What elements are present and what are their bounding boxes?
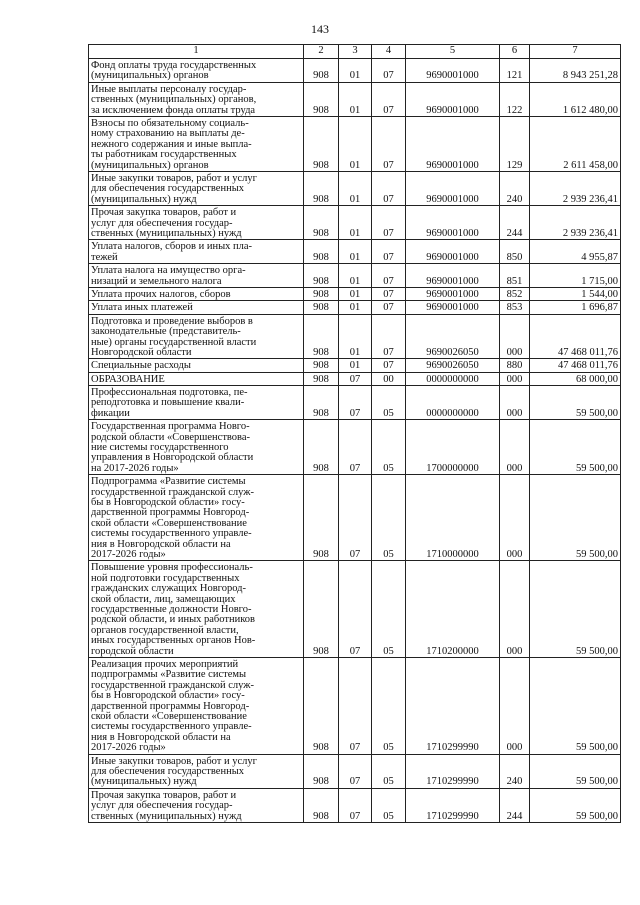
- table-row: [89, 206, 621, 240]
- row-subsection-code: 05: [372, 420, 406, 475]
- row-subsection-code: 07: [372, 171, 406, 205]
- row-amount: 47 468 011,76: [530, 314, 621, 359]
- row-amount: 1 715,00: [530, 264, 621, 288]
- page-number: 143: [311, 22, 329, 36]
- row-ministry-code: 908: [304, 59, 339, 83]
- row-ministry-code: 908: [304, 116, 339, 171]
- row-target-code: 9690001000: [406, 116, 500, 171]
- table-row: [89, 59, 621, 83]
- row-ministry-code: 908: [304, 372, 339, 385]
- row-section-code: 07: [339, 386, 372, 420]
- row-target-code: 1710200000: [406, 561, 500, 658]
- row-amount: 68 000,00: [530, 372, 621, 385]
- row-subsection-code: 05: [372, 658, 406, 755]
- row-target-code: 9690001000: [406, 82, 500, 116]
- row-ministry-code: 908: [304, 386, 339, 420]
- row-subsection-code: 07: [372, 264, 406, 288]
- row-subsection-code: 07: [372, 240, 406, 264]
- row-section-code: 07: [339, 420, 372, 475]
- row-amount: 47 468 011,76: [530, 359, 621, 372]
- row-name: ОБРАЗОВАНИЕ: [89, 372, 304, 385]
- row-ministry-code: 908: [304, 301, 339, 314]
- row-amount: 1 696,87: [530, 301, 621, 314]
- row-section-code: 01: [339, 116, 372, 171]
- row-ministry-code: 908: [304, 658, 339, 755]
- row-subsection-code: 07: [372, 314, 406, 359]
- row-expense-type: 000: [500, 561, 530, 658]
- row-expense-type: 240: [500, 171, 530, 205]
- table-row: [89, 301, 621, 314]
- row-name: Взносы по обязательному социаль- ному страхованию на выплаты де- нежного содержания и иные выпла- ты работникам государственных (муниципальных) органов: [89, 116, 304, 171]
- row-target-code: 1710299990: [406, 788, 500, 822]
- row-subsection-code: 05: [372, 475, 406, 561]
- row-section-code: 01: [339, 314, 372, 359]
- table-row: [89, 82, 621, 116]
- row-target-code: 9690001000: [406, 240, 500, 264]
- table-row: [89, 561, 621, 658]
- row-expense-type: 850: [500, 240, 530, 264]
- table-row: [89, 658, 621, 755]
- row-expense-type: 121: [500, 59, 530, 83]
- row-target-code: 1710299990: [406, 658, 500, 755]
- row-expense-type: 852: [500, 287, 530, 300]
- row-amount: 1 544,00: [530, 287, 621, 300]
- header-col-amount: 7: [530, 45, 621, 59]
- row-ministry-code: 908: [304, 475, 339, 561]
- row-name: Подготовка и проведение выборов в законодательные (представитель- ные) органы государственной власти Новгородской области: [89, 314, 304, 359]
- header-col-name: 1: [89, 45, 304, 59]
- row-subsection-code: 05: [372, 386, 406, 420]
- table-row: [89, 240, 621, 264]
- row-expense-type: 851: [500, 264, 530, 288]
- row-subsection-code: 05: [372, 561, 406, 658]
- row-ministry-code: 908: [304, 240, 339, 264]
- row-target-code: 9690001000: [406, 171, 500, 205]
- table-row: [89, 754, 621, 788]
- row-ministry-code: 908: [304, 287, 339, 300]
- row-expense-type: 853: [500, 301, 530, 314]
- header-col-target: 5: [406, 45, 500, 59]
- row-subsection-code: 07: [372, 59, 406, 83]
- row-target-code: 1710299990: [406, 754, 500, 788]
- row-ministry-code: 908: [304, 171, 339, 205]
- row-target-code: 9690026050: [406, 359, 500, 372]
- header-col-section: 3: [339, 45, 372, 59]
- row-amount: 4 955,87: [530, 240, 621, 264]
- row-name: Повышение уровня профессиональ- ной подготовки государственных гражданских служащих Новгород- ской области, лиц, замещающих государственные должности Новго- родской области, и иных работников органов государственной власти, иных государственных органов Нов- городской области: [89, 561, 304, 658]
- row-subsection-code: 07: [372, 287, 406, 300]
- table-row: [89, 116, 621, 171]
- row-ministry-code: 908: [304, 420, 339, 475]
- row-subsection-code: 05: [372, 788, 406, 822]
- row-subsection-code: 05: [372, 754, 406, 788]
- row-section-code: 01: [339, 82, 372, 116]
- row-ministry-code: 908: [304, 82, 339, 116]
- row-name: Прочая закупка товаров, работ и услуг для обеспечения государ- ственных (муниципальных) нужд: [89, 206, 304, 240]
- row-amount: 2 611 458,00: [530, 116, 621, 171]
- header-col-subsection: 4: [372, 45, 406, 59]
- row-name: Иные закупки товаров, работ и услуг для обеспечения государственных (муниципальных) нужд: [89, 171, 304, 205]
- row-amount: 59 500,00: [530, 420, 621, 475]
- row-name: Иные закупки товаров, работ и услуг для обеспечения государственных (муниципальных) нужд: [89, 754, 304, 788]
- row-amount: 2 939 236,41: [530, 206, 621, 240]
- row-section-code: 01: [339, 206, 372, 240]
- row-ministry-code: 908: [304, 788, 339, 822]
- row-section-code: 01: [339, 359, 372, 372]
- row-name: Уплата налогов, сборов и иных пла- тежей: [89, 240, 304, 264]
- row-target-code: 9690001000: [406, 287, 500, 300]
- table-row: [89, 171, 621, 205]
- row-section-code: 07: [339, 475, 372, 561]
- row-name: Уплата прочих налогов, сборов: [89, 287, 304, 300]
- table-header: [89, 45, 621, 59]
- row-subsection-code: 00: [372, 372, 406, 385]
- row-target-code: 9690001000: [406, 59, 500, 83]
- table-row: [89, 359, 621, 372]
- row-target-code: 1700000000: [406, 420, 500, 475]
- row-subsection-code: 07: [372, 301, 406, 314]
- row-subsection-code: 07: [372, 116, 406, 171]
- row-name: Фонд оплаты труда государственных (муниципальных) органов: [89, 59, 304, 83]
- row-target-code: 9690001000: [406, 206, 500, 240]
- row-section-code: 01: [339, 240, 372, 264]
- row-expense-type: 129: [500, 116, 530, 171]
- row-section-code: 01: [339, 171, 372, 205]
- row-target-code: 0000000000: [406, 386, 500, 420]
- table-row: [89, 788, 621, 822]
- row-expense-type: 122: [500, 82, 530, 116]
- row-ministry-code: 908: [304, 754, 339, 788]
- row-name: Прочая закупка товаров, работ и услуг для обеспечения государ- ственных (муниципальных) нужд: [89, 788, 304, 822]
- row-ministry-code: 908: [304, 314, 339, 359]
- row-name: Уплата налога на имущество орга- низаций и земельного налога: [89, 264, 304, 288]
- row-expense-type: 000: [500, 386, 530, 420]
- table-row: [89, 372, 621, 385]
- row-expense-type: 244: [500, 206, 530, 240]
- row-expense-type: 000: [500, 420, 530, 475]
- table-row: [89, 287, 621, 300]
- row-section-code: 07: [339, 658, 372, 755]
- header-row: [89, 45, 621, 59]
- row-target-code: 9690001000: [406, 301, 500, 314]
- table-body: [89, 59, 621, 823]
- row-amount: 59 500,00: [530, 475, 621, 561]
- row-name: Профессиональная подготовка, пе- реподготовка и повышение квали- фикации: [89, 386, 304, 420]
- row-section-code: 07: [339, 561, 372, 658]
- row-ministry-code: 908: [304, 206, 339, 240]
- row-name: Подпрограмма «Развитие системы государственной гражданской служ- бы в Новгородской области» госу- дарственной программы Новгород- ской области «Совершенствование системы государственного управле- ния в Новгородской области на 2017-2026 годы»: [89, 475, 304, 561]
- row-amount: 59 500,00: [530, 658, 621, 755]
- row-amount: 59 500,00: [530, 561, 621, 658]
- row-section-code: 07: [339, 372, 372, 385]
- row-name: Реализация прочих мероприятий подпрограммы «Развитие системы государственной гражданской служ- бы в Новгородской области» госу- дарственной программы Новгород- ской области «Совершенствование системы государственного управле- ния в Новгородской области на 2017-2026 годы»: [89, 658, 304, 755]
- table-row: [89, 314, 621, 359]
- row-amount: 1 612 480,00: [530, 82, 621, 116]
- row-amount: 8 943 251,28: [530, 59, 621, 83]
- row-expense-type: 000: [500, 314, 530, 359]
- row-section-code: 01: [339, 59, 372, 83]
- header-col-ministry: 2: [304, 45, 339, 59]
- row-target-code: 1710000000: [406, 475, 500, 561]
- row-expense-type: 880: [500, 359, 530, 372]
- row-expense-type: 000: [500, 475, 530, 561]
- row-ministry-code: 908: [304, 359, 339, 372]
- row-expense-type: 240: [500, 754, 530, 788]
- row-section-code: 01: [339, 264, 372, 288]
- budget-table: [88, 44, 621, 823]
- row-amount: 59 500,00: [530, 386, 621, 420]
- row-section-code: 07: [339, 754, 372, 788]
- row-ministry-code: 908: [304, 264, 339, 288]
- row-amount: 59 500,00: [530, 788, 621, 822]
- row-amount: 59 500,00: [530, 754, 621, 788]
- row-name: Уплата иных платежей: [89, 301, 304, 314]
- table-row: [89, 386, 621, 420]
- table-row: [89, 264, 621, 288]
- row-target-code: 0000000000: [406, 372, 500, 385]
- row-target-code: 9690001000: [406, 264, 500, 288]
- header-col-type: 6: [500, 45, 530, 59]
- row-name: Иные выплаты персоналу государ- ственных (муниципальных) органов, за исключением фонда оплаты труда: [89, 82, 304, 116]
- row-ministry-code: 908: [304, 561, 339, 658]
- table-row: [89, 475, 621, 561]
- row-target-code: 9690026050: [406, 314, 500, 359]
- row-expense-type: 000: [500, 658, 530, 755]
- row-section-code: 07: [339, 788, 372, 822]
- table-row: [89, 420, 621, 475]
- row-name: Специальные расходы: [89, 359, 304, 372]
- row-expense-type: 244: [500, 788, 530, 822]
- row-name: Государственная программа Новго- родской области «Совершенствова- ние системы государственного управления в Новгородской области на 2017-2026 годы»: [89, 420, 304, 475]
- row-subsection-code: 07: [372, 206, 406, 240]
- row-amount: 2 939 236,41: [530, 171, 621, 205]
- row-section-code: 01: [339, 301, 372, 314]
- row-section-code: 01: [339, 287, 372, 300]
- row-subsection-code: 07: [372, 359, 406, 372]
- row-expense-type: 000: [500, 372, 530, 385]
- row-subsection-code: 07: [372, 82, 406, 116]
